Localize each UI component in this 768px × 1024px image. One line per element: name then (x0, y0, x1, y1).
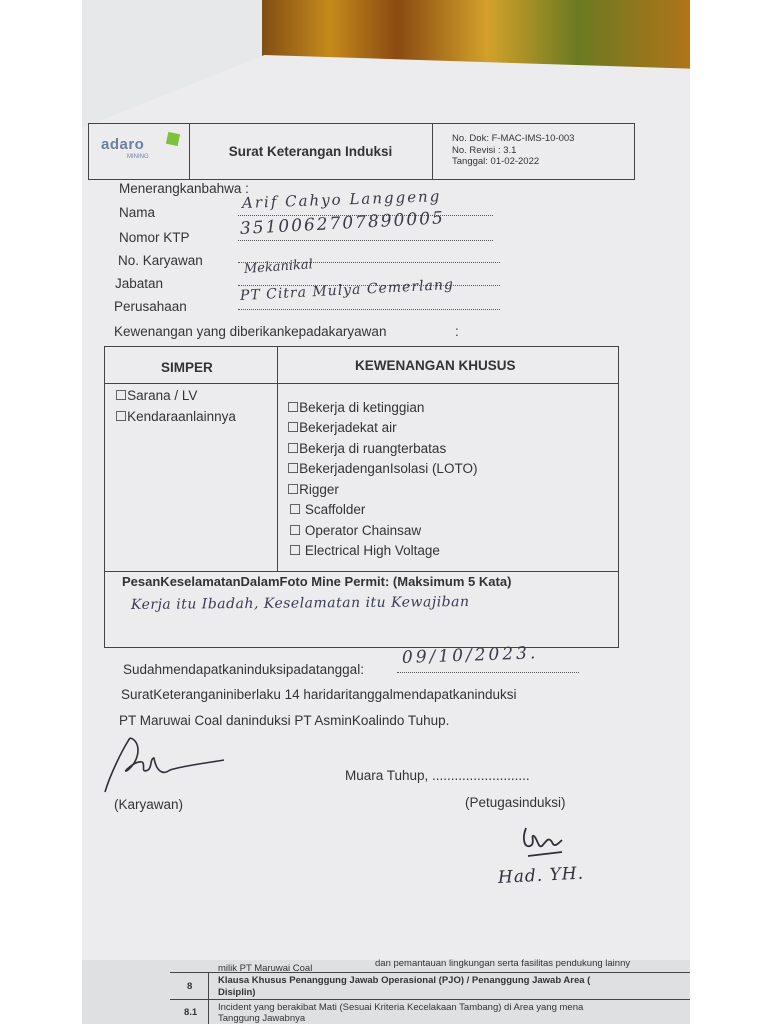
logo-text: adaro (101, 136, 145, 153)
ktp-value: 3510062707890005 (239, 208, 446, 239)
doc-number: No. Dok: F-MAC-IMS-10-003 (452, 133, 575, 144)
simper-item-kendaraan[interactable]: ☐Kendaraanlainnya (115, 409, 236, 424)
jabatan-label: Jabatan (115, 276, 164, 291)
khusus-item-rigger[interactable]: ☐Rigger (287, 482, 339, 497)
intro-label: Menerangkanbahwa : (119, 181, 249, 196)
khusus-item-dekat-air[interactable]: ☐Bekerjadekat air (287, 420, 397, 435)
nama-value: Arif Cahyo Langgeng (241, 187, 442, 212)
revision-number: No. Revisi : 3.1 (452, 144, 517, 156)
next-row-line-2 (170, 999, 690, 1000)
simper-header: SIMPER (161, 360, 213, 375)
next-line-1-tail: dan pemantauan lingkungan serta fasilitas pendukung lainny (375, 958, 631, 969)
khusus-item-scaffolder[interactable]: ☐ Scaffolder (289, 502, 366, 517)
table-column-divider-top (277, 347, 278, 385)
next-line-1: milik PT Maruwai Coal (218, 963, 313, 974)
perusahaan-value: PT Citra Mulya Cemerlang (239, 276, 455, 304)
next-row-81-text: Incident yang berakibat Mati (Sesuai Kriteria Kecelakaan Tambang) di Area yang mena (218, 1002, 584, 1013)
next-row-81-number: 8.1 (184, 1007, 198, 1018)
logo-mark-icon (166, 132, 180, 146)
document-meta (452, 133, 574, 168)
background-right (690, 0, 768, 1024)
induksi-dotline (397, 672, 579, 673)
induksi-date-value: 09/10/2023. (401, 643, 539, 668)
berlaku-text: SuratKeteranganiniberlaku 14 haridaritanggalmendapatkaninduksi (121, 687, 517, 702)
background-left (0, 0, 82, 1024)
ktp-label: Nomor KTP (119, 230, 190, 245)
ktp-dotline (238, 240, 493, 241)
table-pesan-divider (105, 571, 618, 572)
authority-table (104, 346, 619, 648)
doc-date: Tanggal: 01-02-2022 (452, 156, 540, 167)
next-col-line (208, 972, 209, 1024)
pesan-keselamatan-label: PesanKeselamatanDalamFoto Mine Permit: (Maksimum 5 Kata) (122, 574, 512, 589)
kewenangan-khusus-header: KEWENANGAN KHUSUS (355, 358, 516, 373)
next-row-8-text-2: Disiplin) (218, 987, 256, 998)
document-header (88, 123, 635, 180)
khusus-item-loto[interactable]: ☐BekerjadenganIsolasi (LOTO) (287, 461, 478, 476)
table-column-divider (277, 385, 278, 571)
document-title: Surat Keterangan Induksi (189, 124, 433, 179)
place-line: Muara Tuhup, .......................... (345, 768, 530, 783)
karyawan-caption: (Karyawan) (114, 797, 184, 812)
khusus-item-high-voltage[interactable]: ☐ Electrical High Voltage (289, 543, 440, 558)
khusus-item-ruang-terbatas[interactable]: ☐Bekerja di ruangterbatas (287, 441, 447, 456)
kewenangan-colon: : (455, 324, 459, 339)
company-logo (89, 124, 190, 179)
pesan-keselamatan-value: Kerja itu Ibadah, Keselamatan itu Kewajiban (130, 594, 470, 613)
next-row-8-text: Klausa Khusus Penanggung Jawab Operasional (PJO) / Penanggung Jawab Area ( (218, 975, 591, 986)
petugas-signature (518, 826, 568, 868)
perusahaan-dotline (238, 309, 500, 310)
pt-text: PT Maruwai Coal daninduksi PT AsminKoalindo Tuhup. (119, 713, 450, 728)
petugas-caption: (Petugasinduksi) (465, 795, 566, 810)
logo-subtext: MINING (127, 154, 149, 160)
karyawan-signature (100, 730, 230, 800)
khusus-item-ketinggian[interactable]: ☐Bekerja di ketinggian (287, 400, 425, 415)
nama-label: Nama (119, 205, 156, 220)
table-header-divider (105, 383, 618, 384)
induksi-date-label: Sudahmendapatkaninduksipadatanggal: (123, 662, 364, 677)
next-row-8-number: 8 (187, 981, 193, 992)
karyawan-label: No. Karyawan (118, 253, 203, 268)
petugas-name: Had. YH. (497, 863, 585, 888)
perusahaan-label: Perusahaan (114, 299, 187, 314)
jabatan-value: Mekanikal (243, 257, 314, 277)
simper-item-sarana[interactable]: ☐Sarana / LV (115, 388, 198, 403)
kewenangan-label: Kewenangan yang diberikankepadakaryawan (114, 324, 387, 339)
next-page-table (170, 958, 690, 1024)
khusus-item-chainsaw[interactable]: ☐ Operator Chainsaw (289, 523, 422, 538)
next-row-81-text-2: Tanggung Jawabnya (218, 1013, 306, 1024)
